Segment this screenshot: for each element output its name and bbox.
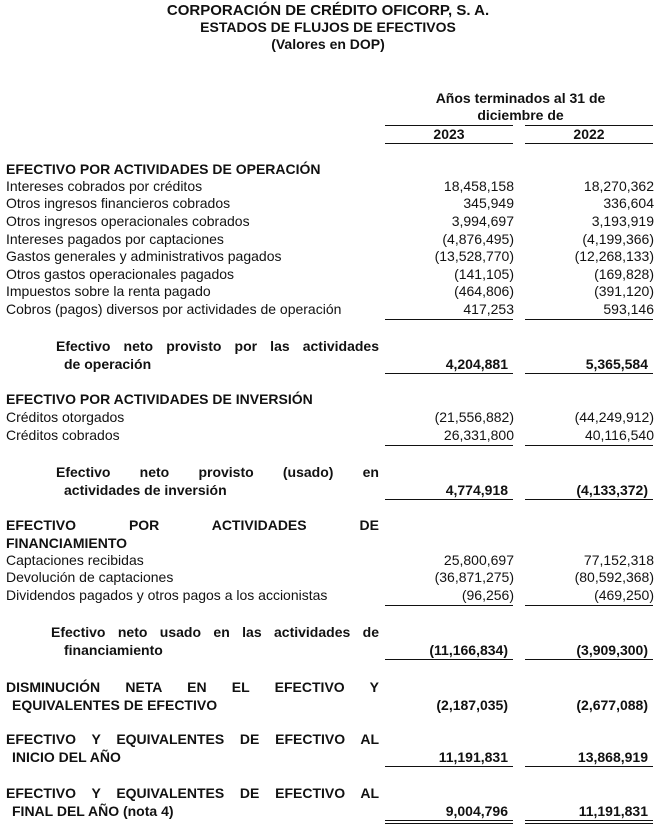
investing-total-rule-2022: [525, 499, 653, 500]
row-value-2022: (4,199,366): [582, 231, 654, 247]
investing-total-label-line2: actividades de inversión: [64, 482, 227, 498]
row-value-2023: 417,253: [463, 301, 514, 317]
column-heading-line2: diciembre de: [477, 107, 564, 123]
statement-title: ESTADOS DE FLUJOS DE EFECTIVOS: [200, 19, 456, 35]
row-value-2023: 18,458,158: [443, 178, 514, 194]
ending-label-line2: FINAL DEL AÑO (nota 4): [12, 803, 174, 819]
investing-total-2022: (4,133,372): [576, 482, 648, 498]
year1-bottom-rule: [385, 143, 513, 144]
beginning-label-line2: INICIO DEL AÑO: [12, 749, 121, 765]
financing-title-line1: EFECTIVO POR ACTIVIDADES DE: [6, 517, 379, 533]
beginning-label-line1: EFECTIVO Y EQUIVALENTES DE EFECTIVO AL: [6, 731, 379, 747]
row-value-2022: (469,250): [594, 587, 654, 603]
investing-net-total: [6, 463, 649, 499]
row-label: Créditos cobrados: [6, 427, 120, 443]
investing-section-title: EFECTIVO POR ACTIVIDADES DE INVERSIÓN: [6, 391, 313, 407]
row-label: Devolución de captaciones: [6, 569, 174, 585]
financing-total-rule-2023: [385, 659, 513, 660]
investing-total-2023: 4,774,918: [445, 482, 508, 498]
row-label: Impuestos sobre la renta pagado: [6, 283, 211, 299]
company-name: CORPORACIÓN DE CRÉDITO OFICORP, S. A.: [166, 2, 490, 19]
beginning-rule-2023: [385, 766, 513, 767]
column-heading: [385, 90, 656, 124]
ending-double-rule-bottom-2023: [385, 823, 513, 824]
row-value-2022: (80,592,368): [574, 569, 654, 585]
operating-total-rule-2022: [525, 373, 653, 374]
financing-title-line2: FINANCIAMIENTO: [6, 535, 128, 551]
ending-label-line1: EFECTIVO Y EQUIVALENTES DE EFECTIVO AL: [6, 785, 379, 801]
row-label: Gastos generales y administrativos pagados: [6, 248, 282, 264]
investing-total-label-line1: Efectivo neto provisto (usado) en: [56, 464, 379, 480]
operating-total-label-line2: de operación: [64, 356, 152, 372]
row-label: Otros ingresos operacionales cobrados: [6, 213, 250, 229]
financing-total-2022: (3,909,300): [576, 642, 648, 658]
column-heading-line1: Años terminados al 31 de: [435, 90, 606, 106]
investing-subtotal-rule-2023: [385, 445, 513, 446]
beginning-balance-total: [6, 730, 649, 766]
row-value-2023: (4,876,495): [442, 231, 514, 247]
ending-balance-total: [6, 784, 649, 820]
row-value-2022: 18,270,362: [583, 178, 654, 194]
row-value-2023: (13,528,770): [434, 248, 514, 264]
financing-total-label-line1: Efectivo neto usado en las actividades de: [51, 624, 379, 640]
row-value-2023: 26,331,800: [443, 427, 514, 443]
operating-total-label-line1: Efectivo neto provisto por las actividades: [56, 338, 379, 354]
row-label: Cobros (pagos) diversos por actividades de operación: [6, 301, 342, 317]
financing-net-total: [6, 623, 649, 659]
year-2022-header: 2022: [573, 126, 605, 142]
row-label: Dividendos pagados y otros pagos a los accionistas: [6, 587, 328, 603]
row-label: Captaciones recibidas: [6, 552, 144, 568]
net-decrease-2023: (2,187,035): [436, 697, 508, 713]
ending-double-rule-top-2023: [385, 820, 513, 821]
operating-section-title: EFECTIVO POR ACTIVIDADES DE OPERACIÓN: [6, 161, 321, 177]
net-decrease-total: [6, 678, 649, 714]
financing-total-2023: (11,166,834): [429, 642, 508, 658]
row-value-2023: 3,994,697: [451, 213, 514, 229]
ending-double-rule-bottom-2022: [525, 823, 653, 824]
ending-double-rule-top-2022: [525, 820, 653, 821]
row-value-2023: 25,800,697: [443, 552, 514, 568]
operating-total-2023: 4,204,881: [445, 356, 508, 372]
financing-subtotal-rule-2022: [525, 605, 653, 606]
operating-total-2022: 5,365,584: [585, 356, 648, 372]
row-value-2023: (21,556,882): [434, 409, 514, 425]
row-value-2022: 40,116,540: [584, 427, 654, 443]
row-label: Otros gastos operacionales pagados: [6, 266, 235, 282]
row-value-2022: 336,604: [603, 195, 654, 211]
financing-total-rule-2022: [525, 659, 653, 660]
net-decrease-2022: (2,677,088): [576, 697, 648, 713]
row-value-2022: (391,120): [594, 283, 654, 299]
row-value-2022: 593,146: [603, 301, 654, 317]
row-label: Otros ingresos financieros cobrados: [6, 195, 231, 211]
beginning-2023: 11,191,831: [438, 749, 508, 765]
operating-subtotal-rule-2022: [525, 319, 653, 320]
year-2023-header: 2023: [433, 126, 465, 142]
row-value-2023: (141,105): [454, 266, 514, 282]
row-label: Créditos otorgados: [6, 409, 125, 425]
row-label: Intereses cobrados por créditos: [6, 178, 203, 194]
operating-net-total: [6, 337, 649, 373]
row-value-2022: 77,152,318: [583, 552, 654, 568]
row-value-2023: (36,871,275): [434, 569, 514, 585]
row-value-2023: (96,256): [461, 587, 514, 603]
row-label: Intereses pagados por captaciones: [6, 231, 224, 247]
beginning-2022: 13,868,919: [577, 749, 648, 765]
financing-total-label-line2: financiamiento: [64, 642, 163, 658]
beginning-rule-2022: [525, 766, 653, 767]
row-value-2022: 3,193,919: [591, 213, 654, 229]
operating-total-rule-2023: [385, 373, 513, 374]
ending-2023: 9,004,796: [445, 803, 508, 819]
row-value-2022: (12,268,133): [574, 248, 654, 264]
row-value-2023: 345,949: [463, 195, 514, 211]
ending-2022: 11,191,831: [578, 803, 648, 819]
row-value-2023: (464,806): [454, 283, 514, 299]
currency-note: (Valores en DOP): [271, 36, 385, 52]
financing-section-title: [6, 516, 649, 552]
row-value-2022: (44,249,912): [574, 409, 654, 425]
investing-total-rule-2023: [385, 499, 513, 500]
row-value-2022: (169,828): [594, 266, 654, 282]
net-decrease-label-line1: DISMINUCIÓN NETA EN EL EFECTIVO Y: [6, 679, 379, 695]
operating-subtotal-rule-2023: [385, 319, 513, 320]
net-decrease-label-line2: EQUIVALENTES DE EFECTIVO: [12, 697, 218, 713]
financing-subtotal-rule-2023: [385, 605, 513, 606]
investing-subtotal-rule-2022: [525, 445, 653, 446]
year2-bottom-rule: [525, 143, 653, 144]
